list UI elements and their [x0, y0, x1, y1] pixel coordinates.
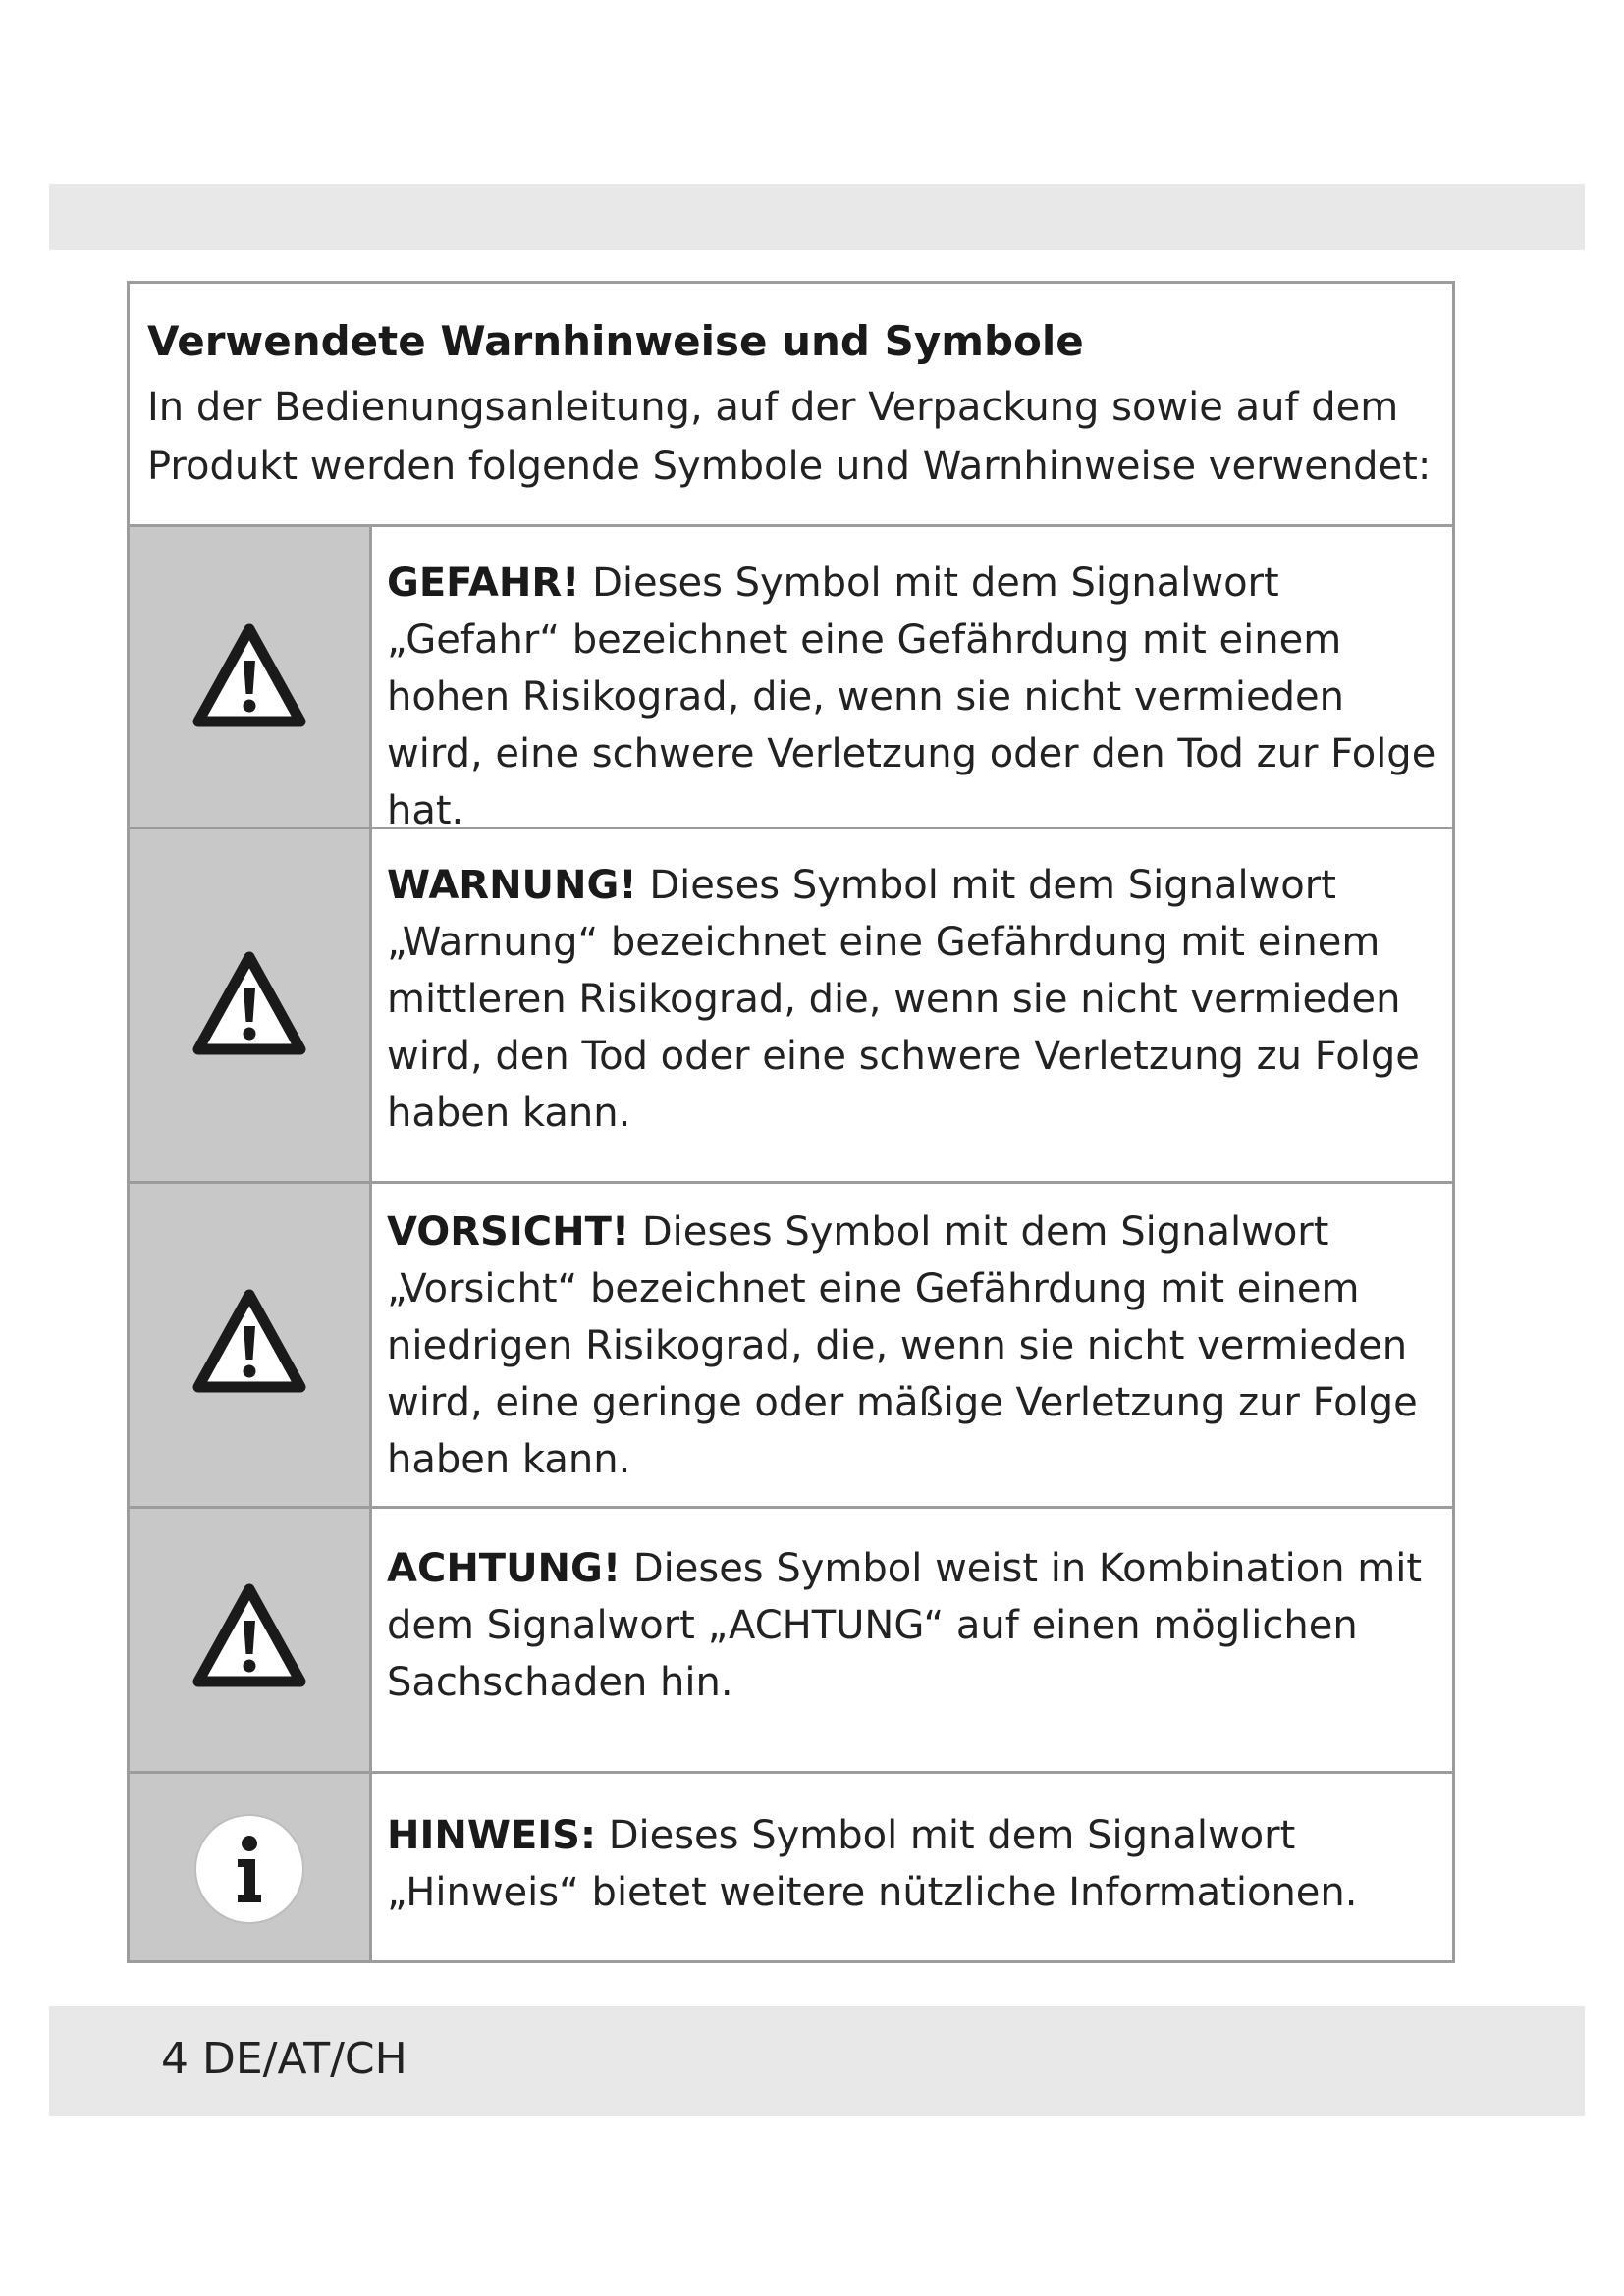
signal-word: VORSICHT!: [387, 1209, 630, 1255]
region-label: DE/AT/CH: [202, 2034, 407, 2084]
symbol-description: Dieses Symbol mit dem Signalwort „Gefahr“ bezeichnet eine Gefährdung mit einem hohen Risikograd, die, wenn sie nicht vermieden wird, eine schwere Verletzung oder den Tod zur Folge hat.: [387, 561, 1436, 833]
symbol-row-hinweis: [130, 1774, 1452, 1960]
symbol-cell: [130, 527, 372, 827]
symbol-description: Dieses Symbol weist in Kombination mit dem Signalwort „ACHTUNG“ auf einen möglichen Sachschaden hin.: [387, 1546, 1423, 1705]
warning-triangle-icon: [190, 947, 308, 1065]
signal-word: ACHTUNG!: [387, 1546, 622, 1591]
symbol-row-warnung: [130, 829, 1452, 1184]
symbol-row-vorsicht: [130, 1184, 1452, 1509]
symbol-row-gefahr: [130, 527, 1452, 833]
signal-word: HINWEIS:: [387, 1813, 596, 1858]
signal-word: WARNUNG!: [387, 863, 637, 908]
header-band: [49, 184, 1585, 250]
page-number: 4: [161, 2034, 189, 2084]
symbol-description: Dieses Symbol mit dem Signalwort „Vorsicht“ bezeichnet eine Gefährdung mit einem niedrigen Risikograd, die, wenn sie nicht vermieden wird, eine geringe oder mäßige Verletzung zur Folge haben kann.: [387, 1209, 1418, 1482]
signal-word: GEFAHR!: [387, 561, 580, 606]
section-intro: In der Bedienungsanleitung, auf der Verpackung sowie auf dem Produkt werden folgende Symbole und Warnhinweise verwendet:: [147, 385, 1432, 489]
box-header: [130, 284, 1452, 527]
symbol-cell: [130, 1184, 372, 1506]
info-circle-icon: [190, 1810, 308, 1928]
warning-triangle-icon: [190, 1579, 308, 1697]
symbol-description: Dieses Symbol mit dem Signalwort „Hinweis“ bietet weitere nützliche Informationen.: [387, 1813, 1358, 1915]
page-footer: [161, 2032, 407, 2087]
symbol-cell: [130, 1509, 372, 1771]
symbol-cell: [130, 1774, 372, 1960]
warning-triangle-icon: [190, 1285, 308, 1403]
warning-symbols-box: [127, 281, 1455, 1963]
section-title: Verwendete Warnhinweise und Symbole: [147, 317, 1084, 365]
symbol-cell: [130, 829, 372, 1181]
warning-triangle-icon: [190, 619, 308, 737]
symbol-row-achtung: [130, 1509, 1452, 1774]
symbol-description: Dieses Symbol mit dem Signalwort „Warnung“ bezeichnet eine Gefährdung mit einem mittleren Risikograd, die, wenn sie nicht vermieden wird, den Tod oder eine schwere Verletzung zu Folge haben kann.: [387, 863, 1420, 1136]
